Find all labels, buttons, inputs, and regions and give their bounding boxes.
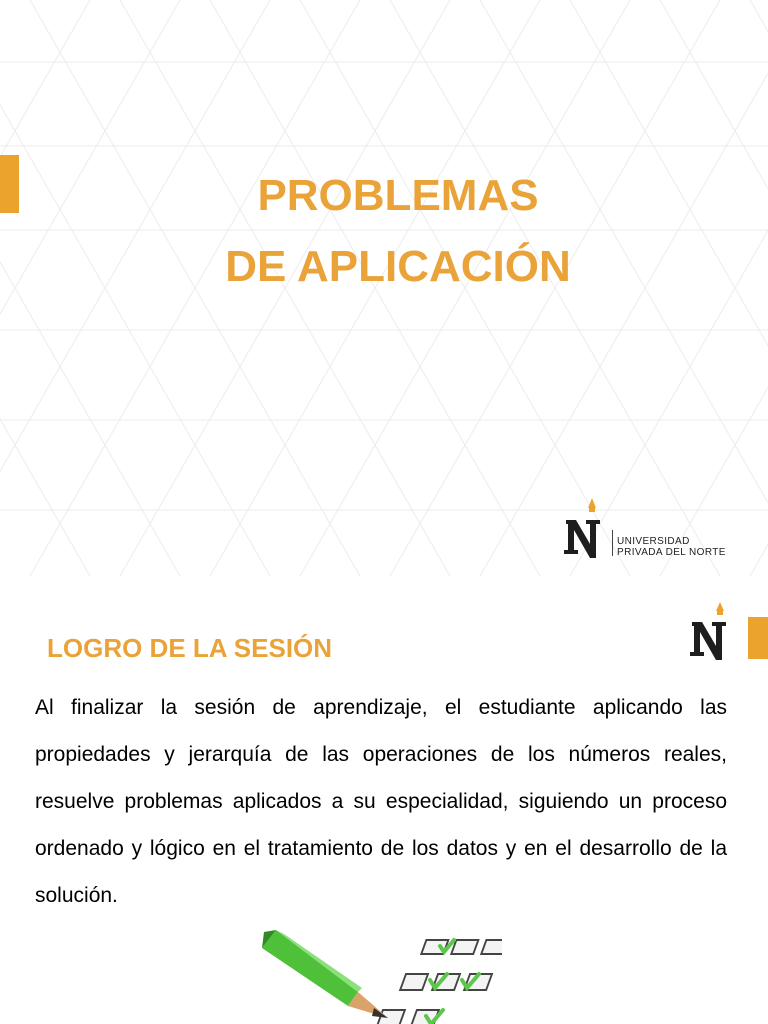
university-name-line-1: UNIVERSIDAD	[617, 536, 690, 547]
university-name	[617, 536, 726, 558]
university-logo	[562, 496, 752, 560]
accent-bar-right	[748, 617, 768, 659]
objective-slide	[0, 576, 768, 1024]
upn-n-logo-icon-small	[688, 600, 734, 660]
upn-n-logo-icon	[562, 496, 608, 558]
slide-title-line-2: DE APLICACIÓN	[225, 242, 571, 291]
logo-separator	[612, 530, 613, 556]
objective-paragraph: Al finalizar la sesión de aprendizaje, el estudiante aplicando las propiedades y jerarquía de las operaciones de los números reales, resuelve problemas aplicados a su especialidad, siguiendo un proceso ordenado y lógico en el tratamiento de los datos y en el desarrollo de la solución.	[35, 696, 727, 907]
pencil-checklist-icon	[262, 930, 502, 1024]
slide-title-line-1: PROBLEMAS	[257, 171, 539, 220]
university-name-line-2: PRIVADA DEL NORTE	[617, 547, 726, 558]
section-heading: LOGRO DE LA SESIÓN	[47, 633, 333, 663]
